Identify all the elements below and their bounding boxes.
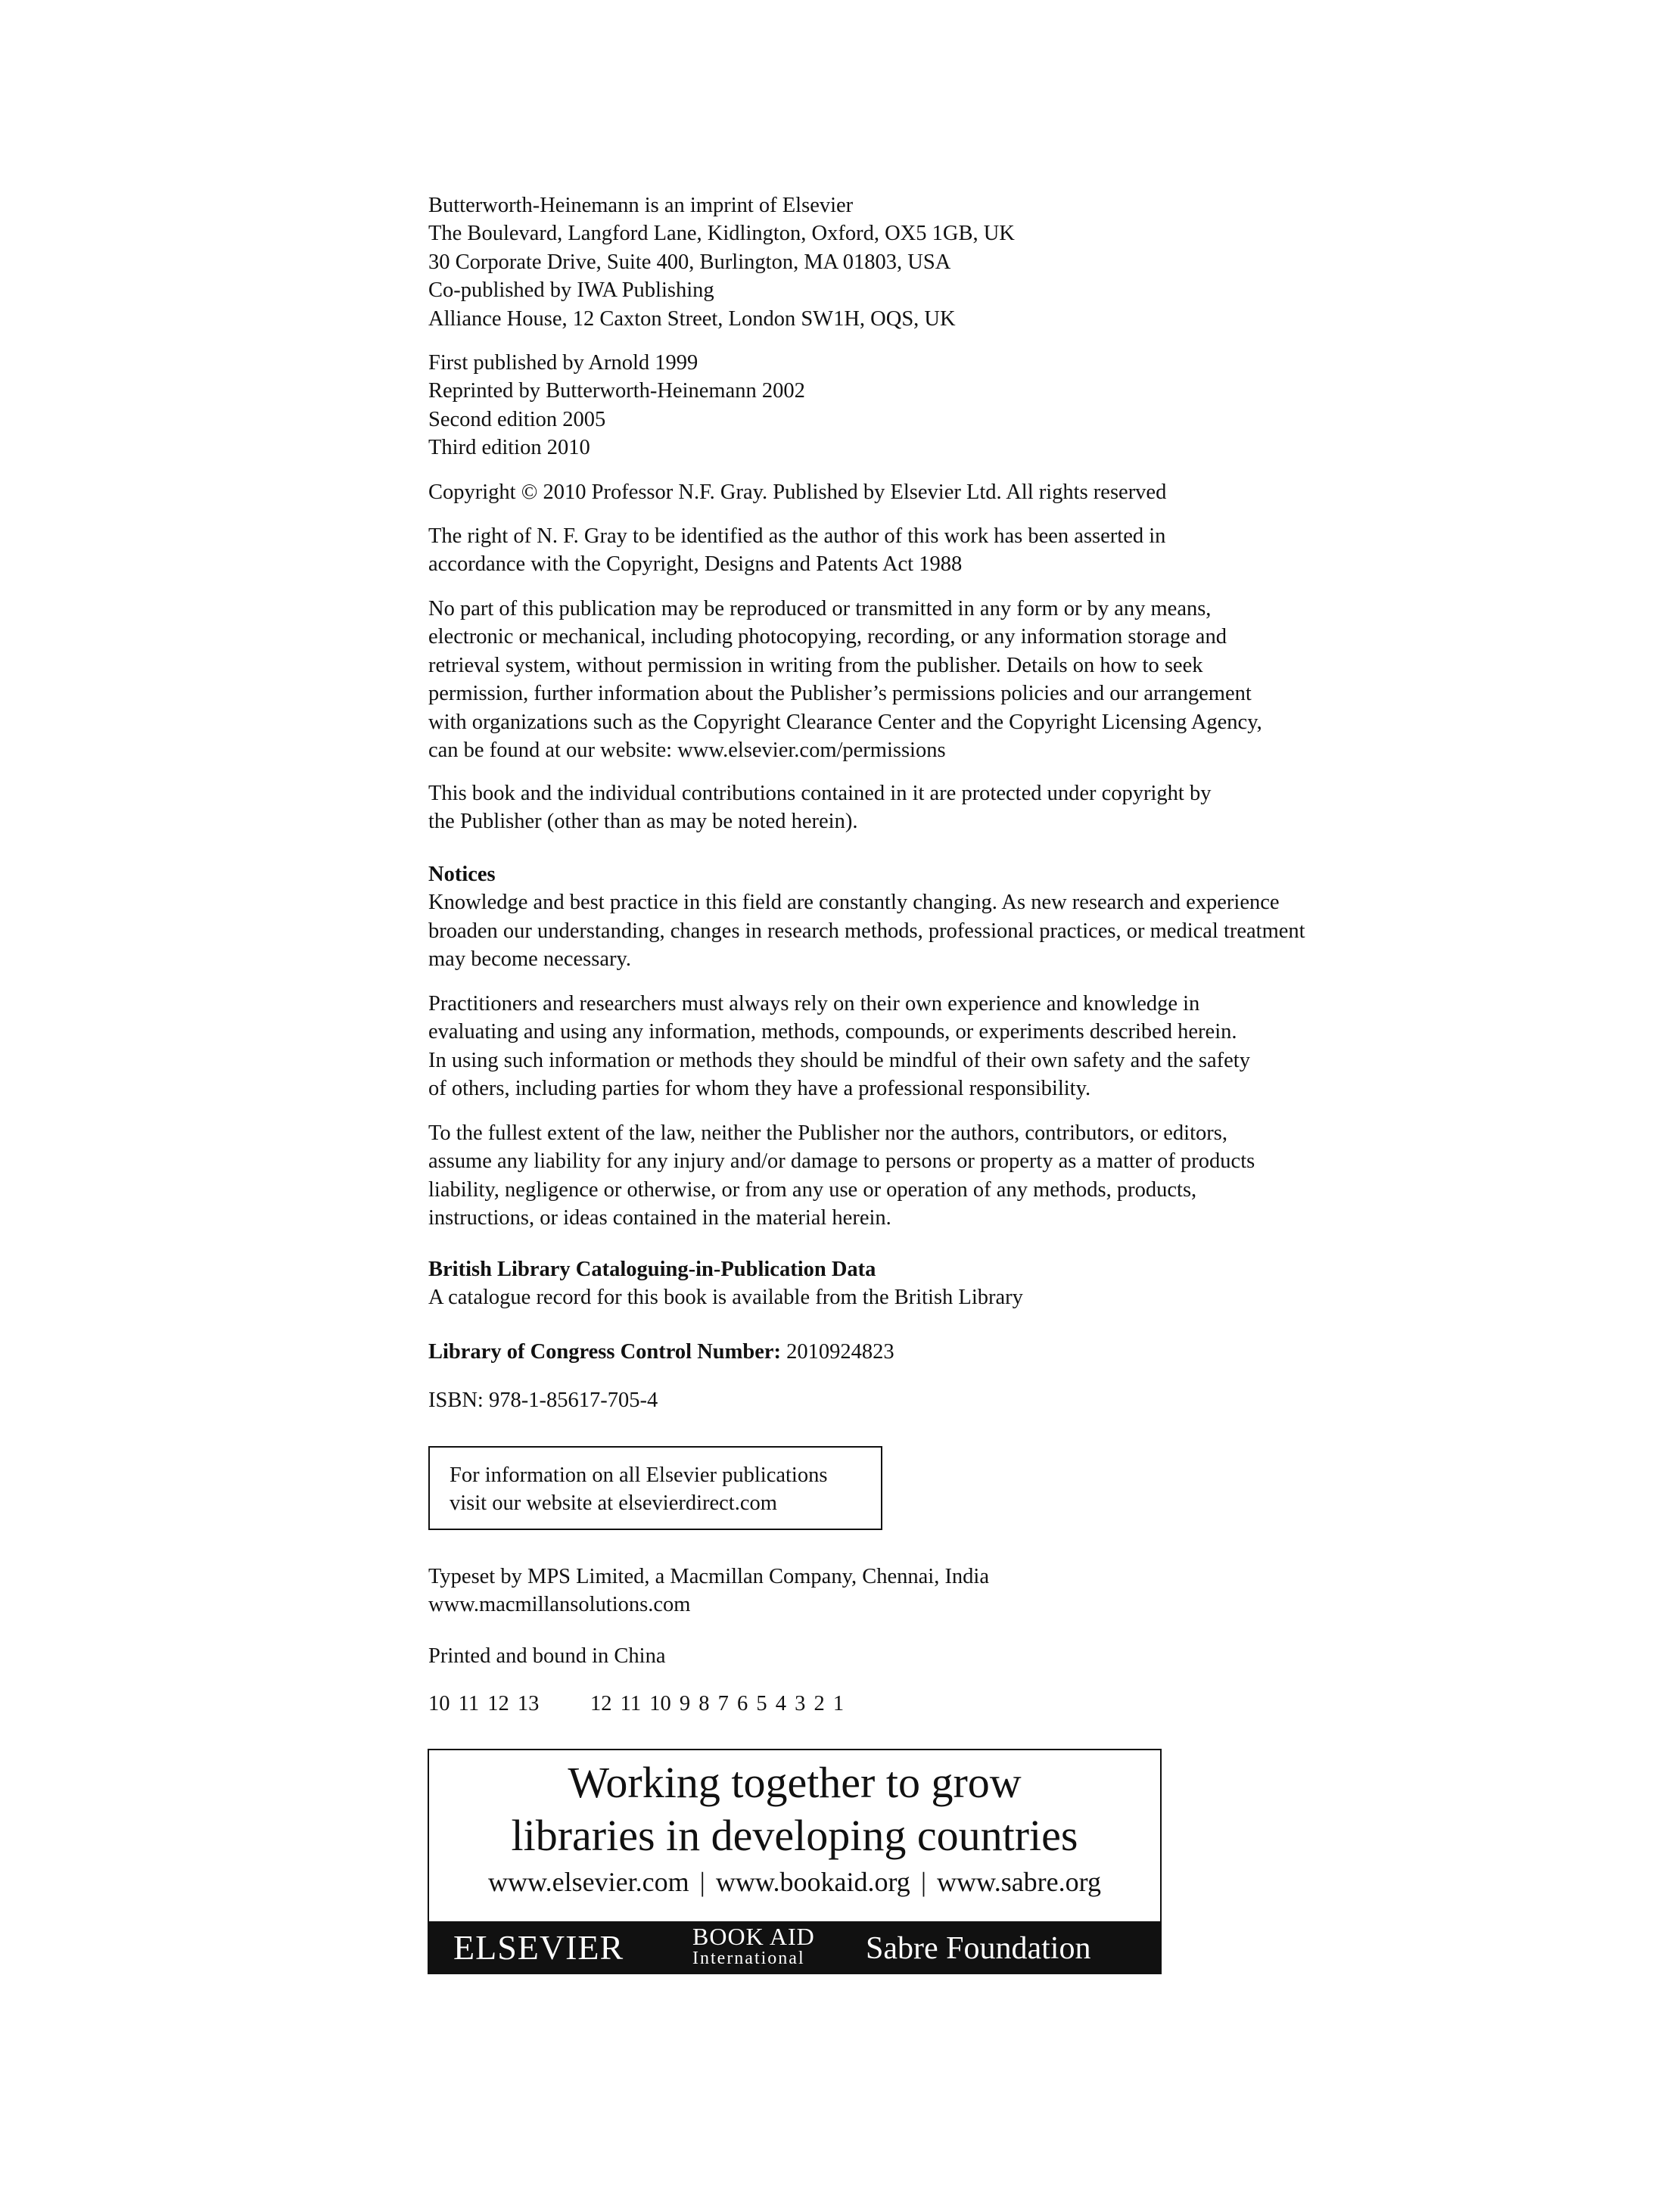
printed-line: Printed and bound in China: [428, 1644, 666, 1668]
copyright-notice: [428, 478, 1503, 506]
notices-line: assume any liability for any injury and/or damage to persons or property as a matter of products: [428, 1149, 1255, 1174]
sabre-url[interactable]: www.sabre.org: [937, 1867, 1101, 1897]
reproduction-line: can be found at our website: www.elsevier.com/permissions: [428, 739, 946, 763]
notices-line: evaluating and using any information, methods, compounds, or experiments described herein.: [428, 1020, 1237, 1044]
imprint-line: The Boulevard, Langford Lane, Kidlington, Oxford, OX5 1GB, UK: [428, 222, 1015, 246]
info-box-line: visit our website at elsevierdirect.com: [450, 1491, 777, 1516]
history-line: First published by Arnold 1999: [428, 351, 698, 375]
book-aid-logo-line-2: International: [692, 1949, 805, 1968]
book-aid-banner: [428, 1749, 1162, 1974]
isbn-line: ISBN: 978-1-85617-705-4: [428, 1389, 658, 1412]
notices-line: In using such information or methods they should be mindful of their own safety and the safety: [428, 1048, 1250, 1072]
sabre-foundation-logo: Sabre Foundation: [866, 1931, 1091, 1966]
elsevier-logo: ELSEVIER: [453, 1928, 624, 1967]
reproduction-line: electronic or mechanical, including photocopying, recording, or any information storage and: [428, 625, 1227, 649]
copyright-line: Copyright © 2010 Professor N.F. Gray. Published by Elsevier Ltd. All rights reserved: [428, 481, 1167, 504]
protection-statement: [428, 779, 1503, 836]
loc-value: 2010924823: [786, 1340, 894, 1364]
url-separator: |: [920, 1867, 927, 1897]
notices-paragraph-2: [428, 990, 1503, 1103]
notices-section: [428, 860, 1503, 974]
elsevier-url[interactable]: www.elsevier.com: [488, 1867, 689, 1897]
notices-line: broaden our understanding, changes in research methods, professional practices, or medical treatment: [428, 919, 1305, 943]
imprint-line: Butterworth-Heinemann is an imprint of Elsevier: [428, 194, 854, 217]
reproduction-line: retrieval system, without permission in writing from the publisher. Details on how to seek: [428, 653, 1203, 677]
typeset-credit: [428, 1563, 1503, 1619]
history-line: Reprinted by Butterworth-Heinemann 2002: [428, 379, 805, 403]
reproduction-line: with organizations such as the Copyright Clearance Center and the Copyright Licensing Agency,: [428, 710, 1262, 734]
history-line: Second edition 2005: [428, 407, 606, 431]
book-aid-logo: [692, 1924, 815, 1968]
notices-line: liability, negligence or otherwise, or from any use or operation of any methods, products,: [428, 1177, 1197, 1202]
imprint-line: 30 Corporate Drive, Suite 400, Burlington, MA 01803, USA: [428, 250, 951, 274]
moral-right-line: The right of N. F. Gray to be identified as the author of this work has been asserted in: [428, 524, 1166, 548]
notices-line: may become necessary.: [428, 947, 631, 972]
book-aid-logo-line-1: BOOK AID: [692, 1923, 815, 1950]
moral-right-line: accordance with the Copyright, Designs and Patents Act 1988: [428, 552, 963, 577]
banner-urls: [429, 1865, 1160, 1899]
sponsor-logo-bar: [429, 1921, 1160, 1974]
banner-heading-line-1: Working together to grow: [568, 1758, 1022, 1807]
protection-line: the Publisher (other than as may be noted herein).: [428, 810, 858, 834]
notices-heading: Notices: [428, 863, 496, 886]
reproduction-line: No part of this publication may be reproduced or transmitted in any form or by any means,: [428, 597, 1212, 621]
reproduction-statement: [428, 595, 1503, 764]
notices-line: instructions, or ideas contained in the material herein.: [428, 1206, 891, 1230]
notices-line: Practitioners and researchers must always rely on their own experience and knowledge in: [428, 992, 1200, 1016]
print-years: 10 11 12 13: [428, 1692, 540, 1715]
notices-paragraph-3: [428, 1119, 1503, 1233]
bookaid-url[interactable]: www.bookaid.org: [715, 1867, 910, 1897]
british-library-data: [428, 1255, 1503, 1312]
imprint-line: Alliance House, 12 Caxton Street, London SW1H, OQS, UK: [428, 306, 956, 331]
info-box-line: For information on all Elsevier publications: [450, 1463, 828, 1487]
print-numbers: 12 11 10 9 8 7 6 5 4 3 2 1: [590, 1692, 845, 1715]
elsevier-info-box: [428, 1446, 882, 1530]
british-library-heading: British Library Cataloguing-in-Publication Data: [428, 1258, 876, 1281]
isbn: [428, 1386, 1503, 1414]
banner-heading-line-2: libraries in developing countries: [511, 1811, 1078, 1860]
publication-history: [428, 349, 1503, 462]
url-separator: |: [699, 1867, 705, 1897]
typeset-line: Typeset by MPS Limited, a Macmillan Company, Chennai, India: [428, 1565, 989, 1588]
notices-line: of others, including parties for whom they have a professional responsibility.: [428, 1077, 1091, 1101]
imprint-block: [428, 191, 1503, 333]
moral-right-statement: [428, 522, 1503, 579]
notices-line: To the fullest extent of the law, neither the Publisher nor the authors, contributors, or editors,: [428, 1121, 1227, 1145]
history-line: Third edition 2010: [428, 436, 590, 460]
imprint-line: Co-published by IWA Publishing: [428, 278, 714, 303]
typeset-line: www.macmillansolutions.com: [428, 1593, 691, 1617]
reproduction-line: permission, further information about the Publisher’s permissions policies and our arrangement: [428, 682, 1252, 706]
loc-control-number: [428, 1338, 1503, 1366]
protection-line: This book and the individual contributions contained in it are protected under copyright by: [428, 782, 1212, 805]
printed-in: [428, 1642, 1503, 1670]
loc-label: Library of Congress Control Number:: [428, 1340, 782, 1364]
notices-line: Knowledge and best practice in this field are constantly changing. As new research and experience: [428, 891, 1280, 915]
british-library-text: A catalogue record for this book is available from the British Library: [428, 1286, 1023, 1310]
